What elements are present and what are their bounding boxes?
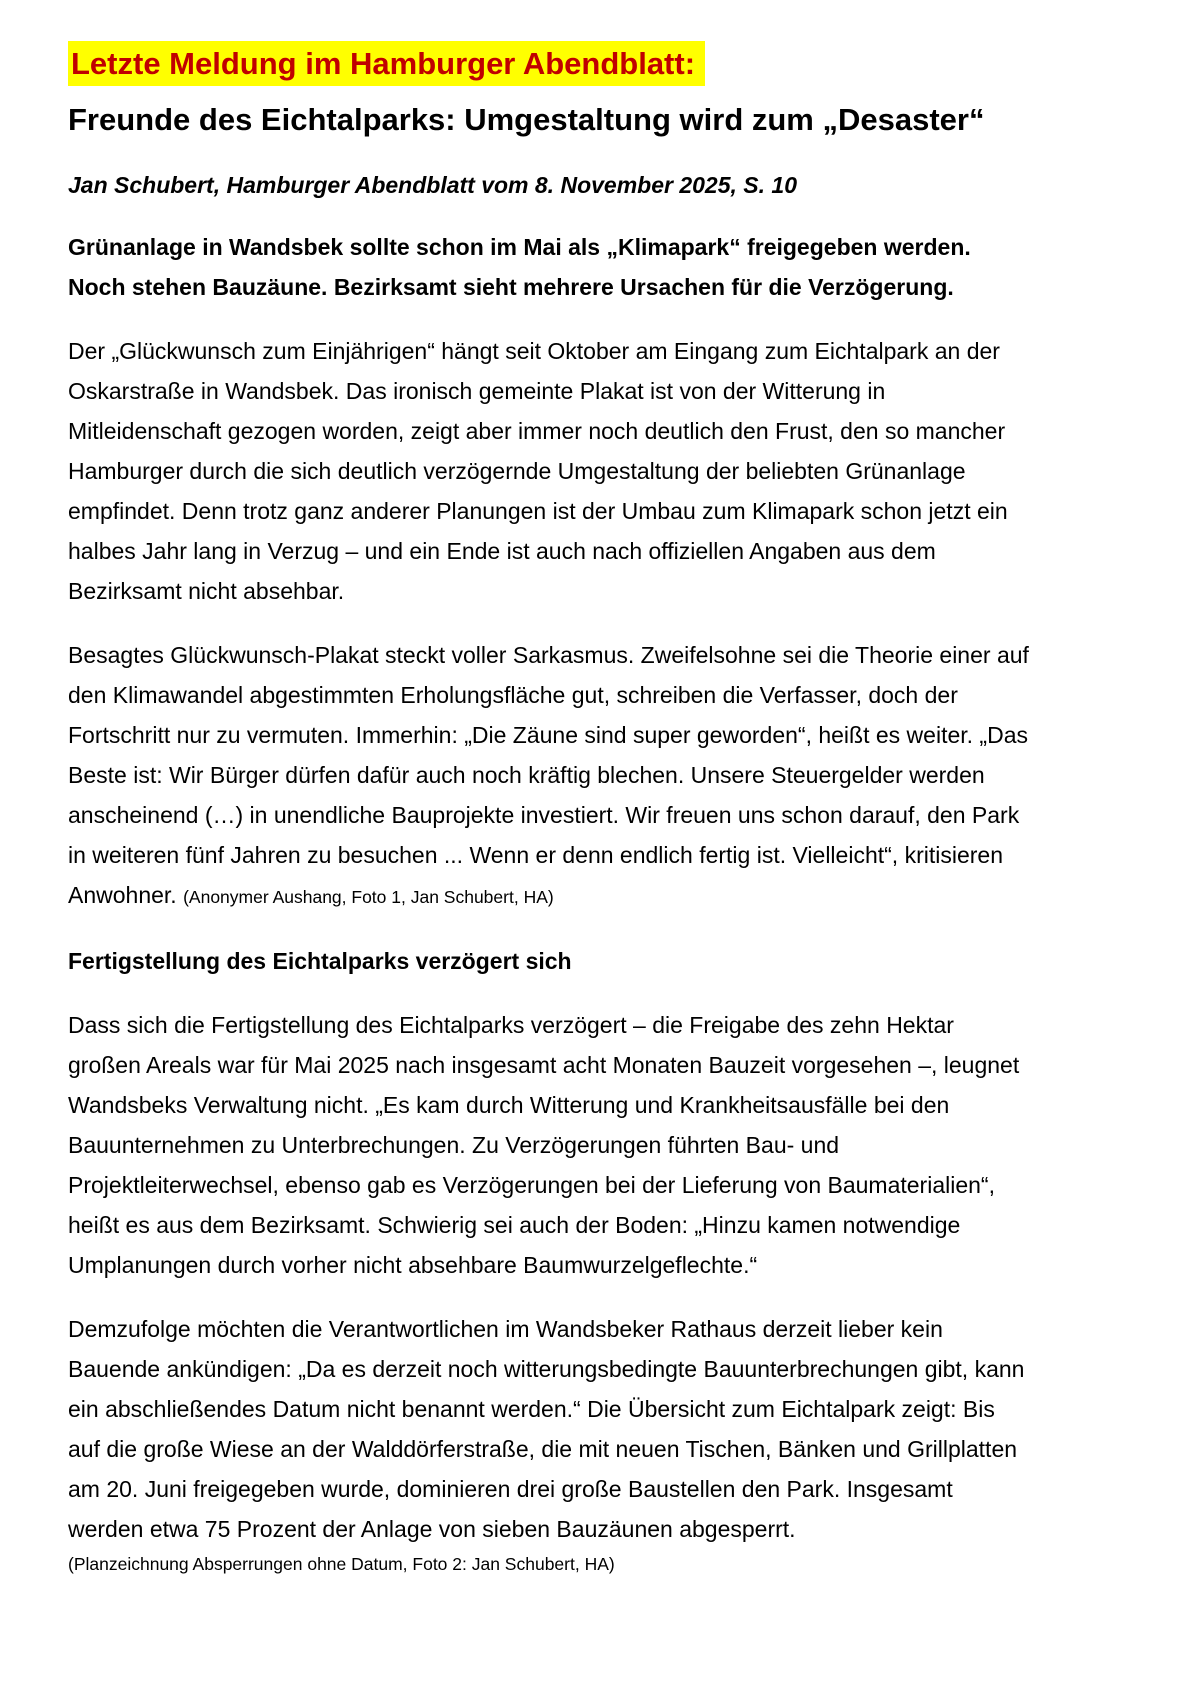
photo-credit-1: (Anonymer Aushang, Foto 1, Jan Schubert, HA) xyxy=(183,886,554,907)
paragraph-4-text: Demzufolge möchten die Verantwortlichen im Wandsbeker Rathaus derzeit lieber kein Bauende ankündigen: „Da es derzeit noch witterungsbedingte Bauunterbrechungen gibt, kann ein abschließendes Datum nicht benannt werden.“ Die Übersicht zum Eichtalpark zeigt: Bis auf die große Wiese an der Walddörferstraße, die mit neuen Tischen, Bänken und Grillplatten am 20. Juni freigegeben wurde, dominieren drei große Baustellen den Park. Insgesamt werden etwa 75 Prozent der Anlage von sieben Bauzäunen abgesperrt. xyxy=(68,1315,1025,1542)
headline-highlighted xyxy=(68,42,1033,87)
highlighted-kicker-text: Letzte Meldung im Hamburger Abendblatt: xyxy=(68,41,705,86)
photo-credit-2: (Planzeichnung Absperrungen ohne Datum, Foto 2: Jan Schubert, HA) xyxy=(68,1553,615,1574)
section-subheading: Fertigstellung des Eichtalparks verzögert sich xyxy=(68,947,572,974)
lead-paragraph: Grünanlage in Wandsbek sollte schon im Mai als „Klimapark“ freigegeben werden. Noch stehen Bauzäune. Bezirksamt sieht mehrere Ursachen für die Verzögerung. xyxy=(68,233,971,300)
paragraph-3: Dass sich die Fertigstellung des Eichtalparks verzögert – die Freigabe des zehn Hektar großen Areals war für Mai 2025 nach insgesamt acht Monaten Bauzeit vorgesehen –, leugnet Wandsbeks Verwaltung nicht. „Es kam durch Witterung und Krankheitsausfälle bei den Bauunternehmen zu Unterbrechungen. Zu Verzögerungen führten Bau- und Projektleiterwechsel, ebenso gab es Verzögerungen bei der Lieferung von Baumaterialien“, heißt es aus dem Bezirksamt. Schwierig sei auch der Boden: „Hinzu kamen notwendige Umplanungen durch vorher nicht absehbare Baumwurzelgeflechte.“ xyxy=(68,1011,1020,1278)
paragraph-1: Der „Glückwunsch zum Einjährigen“ hängt seit Oktober am Eingang zum Eichtalpark an der Oskarstraße in Wandsbek. Das ironisch gemeinte Plakat ist von der Witterung in Mitleidenschaft gezogen worden, zeigt aber immer noch deutlich den Frust, den so mancher Hamburger durch die sich deutlich verzögernde Umgestaltung der beliebten Grünanlage empfindet. Denn trotz ganz anderer Planungen ist der Umbau zum Klimapark schon jetzt ein halbes Jahr lang in Verzug – und ein Ende ist auch nach offiziellen Angaben aus dem Bezirksamt nicht absehbar. xyxy=(68,337,1008,604)
paragraph-2 xyxy=(68,635,1033,917)
byline: Jan Schubert, Hamburger Abendblatt vom 8. November 2025, S. 10 xyxy=(68,171,797,198)
paragraph-2-text: Besagtes Glückwunsch-Plakat steckt voller Sarkasmus. Zweifelsohne sei die Theorie einer auf den Klimawandel abgestimmten Erholungsfläche gut, schreiben die Verfasser, doch der Fortschritt nur zu vermuten. Immerhin: „Die Zäune sind super geworden“, heißt es weiter. „Das Beste ist: Wir Bürger dürfen dafür auch noch kräftig blechen. Unsere Steuergelder werden anscheinend (…) in unendliche Bauprojekte investiert. Wir freuen uns schon darauf, den Park in weiteren fünf Jahren zu besuchen ... Wenn er denn endlich fertig ist. Vielleicht“, kritisieren Anwohner. xyxy=(68,641,1029,908)
article-headline: Freunde des Eichtalparks: Umgestaltung wird zum „Desaster“ xyxy=(68,101,985,137)
paragraph-4 xyxy=(68,1309,1033,1579)
